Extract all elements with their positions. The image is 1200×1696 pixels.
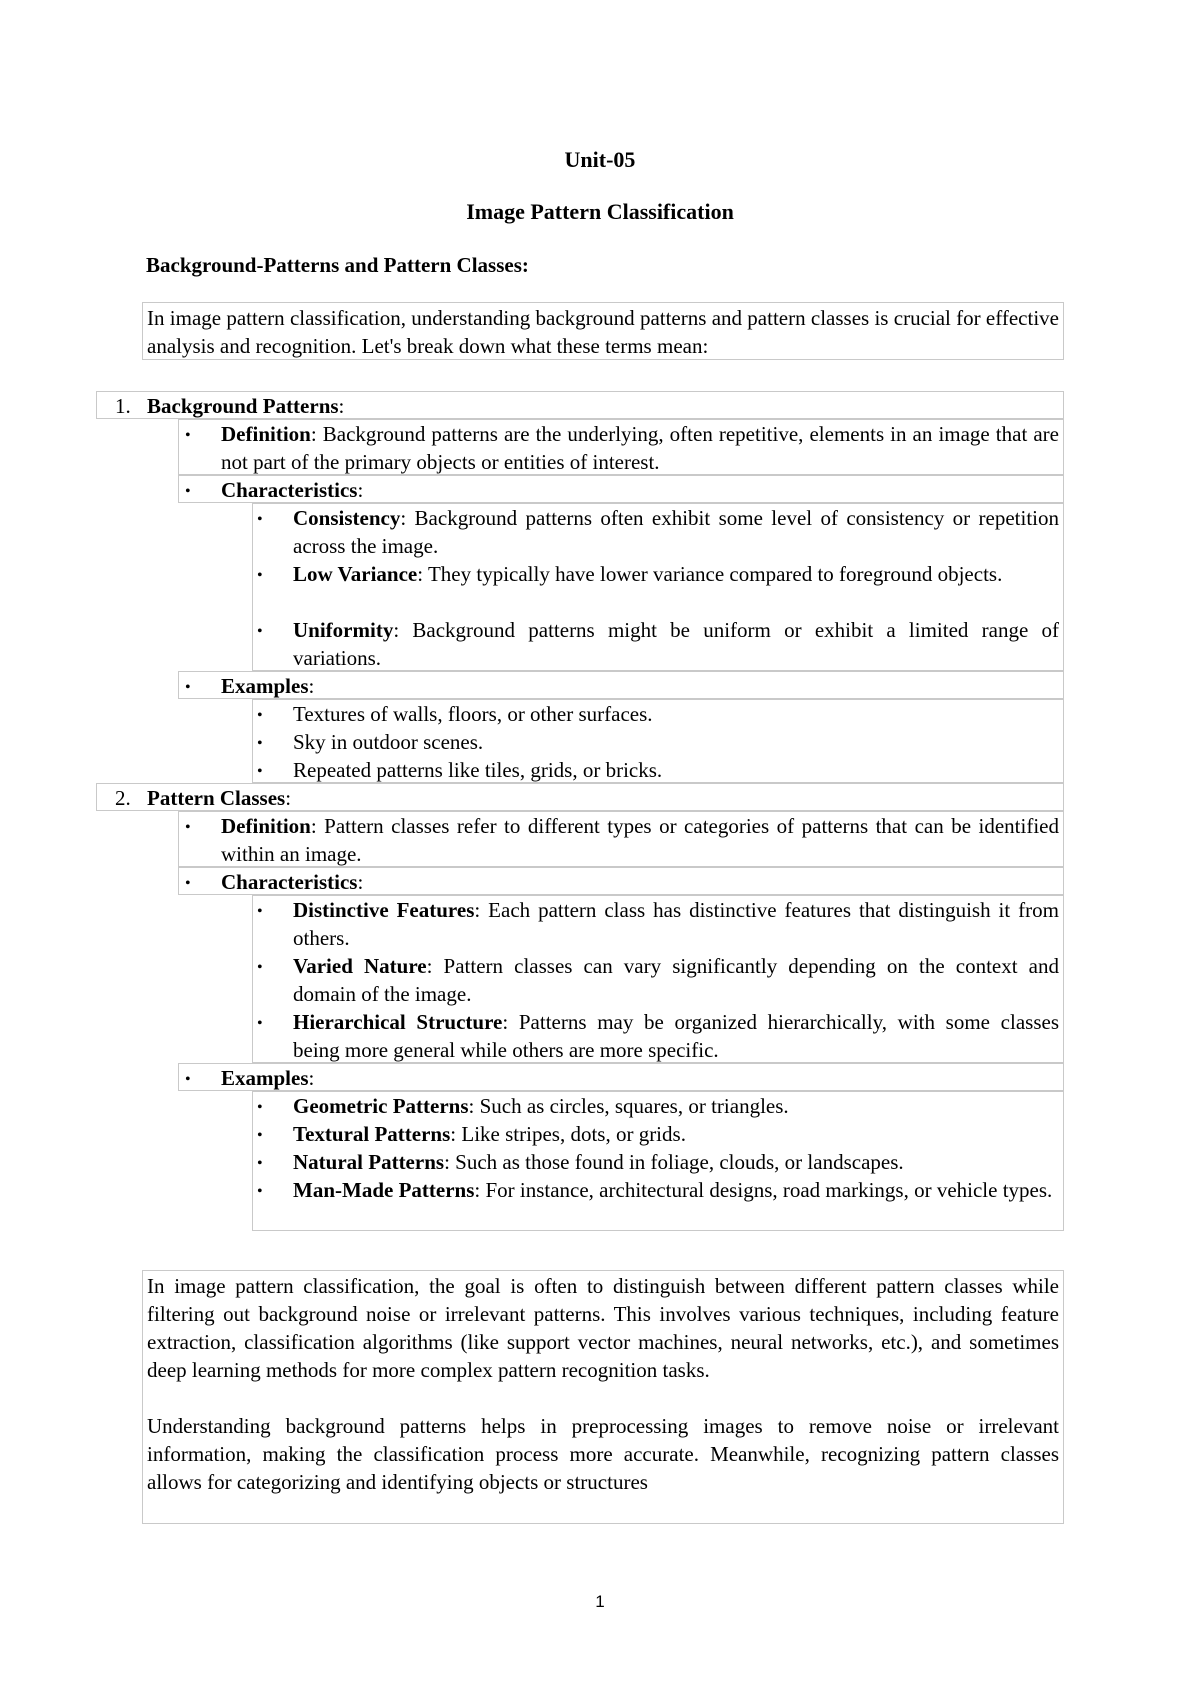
intro-paragraph: In image pattern classification, understanding background patterns and pattern classes is crucial for effective analysis and recognition. Let's break down what these terms mean: [142,302,1064,360]
document-title: Image Pattern Classification [466,199,734,224]
bullet-icon: • [185,875,191,892]
characteristics-list [252,895,1064,1063]
examples-label: Examples [221,1066,309,1090]
definition-row [178,811,1064,867]
bullet-icon: • [185,1071,191,1088]
label-suffix: : [308,674,315,698]
summary-paragraph: In image pattern classification, the goal is often to distinguish between different pattern classes while filtering out background noise or irrelevant patterns. This involves various techniques, including feature extraction, classification algorithms (like support vector machines, neural networks, etc.), and sometimes deep learning methods for more complex pattern recognition tasks. [147,1274,1059,1382]
title-suffix: : [338,394,345,418]
item-text: : Such as circles, squares, or triangles. [468,1094,789,1118]
list-item-pattern-classes [96,783,1064,811]
list-item: Repeated patterns like tiles, grids, or bricks. [293,758,663,782]
characteristics-row [178,867,1064,895]
bullet-icon: • [257,1099,263,1116]
list-number: 2. [115,786,131,810]
item-text: : Like stripes, dots, or grids. [450,1122,686,1146]
bullet-icon: • [185,483,191,500]
page-number: 1 [595,1592,605,1611]
characteristics-list [252,503,1064,671]
bullet-icon: • [257,623,263,640]
item-label: Hierarchical Structure [293,1010,503,1034]
bullet-icon: • [257,1155,263,1172]
list-item [293,1008,1059,1064]
definition-text: : Pattern classes refer to different types or categories of patterns that can be identified within an image. [221,814,1059,866]
section-heading: Background-Patterns and Pattern Classes: [146,253,529,277]
bullet-icon: • [257,1015,263,1032]
list-item-title: Background Patterns [147,394,339,418]
item-label: Distinctive Features [293,898,475,922]
item-text: : They typically have lower variance compared to foreground objects. [417,562,1003,586]
list-item [293,896,1059,952]
bullet-icon: • [185,679,191,696]
bullet-icon: • [185,819,191,836]
item-label: Textural Patterns [293,1122,451,1146]
list-item-background-patterns [96,391,1064,419]
definition-text: : Background patterns are the underlying, often repetitive, elements in an image that are not part of the primary objects or entities of interest. [221,422,1059,474]
bullet-icon: • [257,567,263,584]
examples-list [252,699,1064,783]
label-suffix: : [357,870,364,894]
list-item [293,1176,1059,1204]
item-text: : Patterns may be organized hierarchically, with some classes being more general while others are more specific. [293,1010,1059,1062]
item-text: : Background patterns often exhibit some level of consistency or repetition across the image. [293,506,1059,558]
bullet-icon: • [257,1127,263,1144]
list-item: Sky in outdoor scenes. [293,730,484,754]
list-item [293,560,1059,588]
definition-row [178,419,1064,475]
list-item [293,1148,1059,1176]
bullet-icon: • [257,903,263,920]
examples-label: Examples [221,674,309,698]
item-text: : Such as those found in foliage, clouds, or landscapes. [444,1150,904,1174]
list-item-title: Pattern Classes [147,786,286,810]
bullet-icon: • [257,1183,263,1200]
label-suffix: : [308,1066,315,1090]
label-suffix: : [357,478,364,502]
bullet-icon: • [257,735,263,752]
unit-title: Unit-05 [564,147,636,172]
summary-paragraph: Understanding background patterns helps in preprocessing images to remove noise or irrelevant information, making the classification process more accurate. Meanwhile, recognizing pattern classes allows for categorizing and identifying objects or structures [147,1414,1059,1494]
item-label: Uniformity [293,618,394,642]
bullet-icon: • [257,511,263,528]
item-label: Consistency [293,506,401,530]
bullet-icon: • [185,427,191,444]
item-label: Geometric Patterns [293,1094,469,1118]
item-label: Natural Patterns [293,1150,445,1174]
title-suffix: : [285,786,292,810]
examples-list [252,1091,1064,1231]
characteristics-row [178,475,1064,503]
item-text: : For instance, architectural designs, road markings, or vehicle types. [474,1178,1053,1202]
characteristics-label: Characteristics [221,478,358,502]
definition-label: Definition [221,814,311,838]
list-item [293,1092,1059,1120]
list-number: 1. [115,394,131,418]
item-label: Varied Nature [293,954,427,978]
bullet-icon: • [257,959,263,976]
bullet-icon: • [257,707,263,724]
definition-label: Definition [221,422,311,446]
item-text: : Pattern classes can vary significantly depending on the context and domain of the image. [293,954,1059,1006]
summary-section [142,1270,1064,1524]
list-item [293,1120,1059,1148]
characteristics-label: Characteristics [221,870,358,894]
list-item: Textures of walls, floors, or other surfaces. [293,702,653,726]
item-label: Low Variance [293,562,418,586]
list-item [293,952,1059,1008]
examples-row [178,1063,1064,1091]
item-text: : Background patterns might be uniform or exhibit a limited range of variations. [293,618,1059,670]
item-label: Man-Made Patterns [293,1178,475,1202]
item-text: : Each pattern class has distinctive features that distinguish it from others. [293,898,1060,950]
bullet-icon: • [257,763,263,780]
examples-row [178,671,1064,699]
list-item [293,616,1059,672]
list-item [293,504,1059,560]
